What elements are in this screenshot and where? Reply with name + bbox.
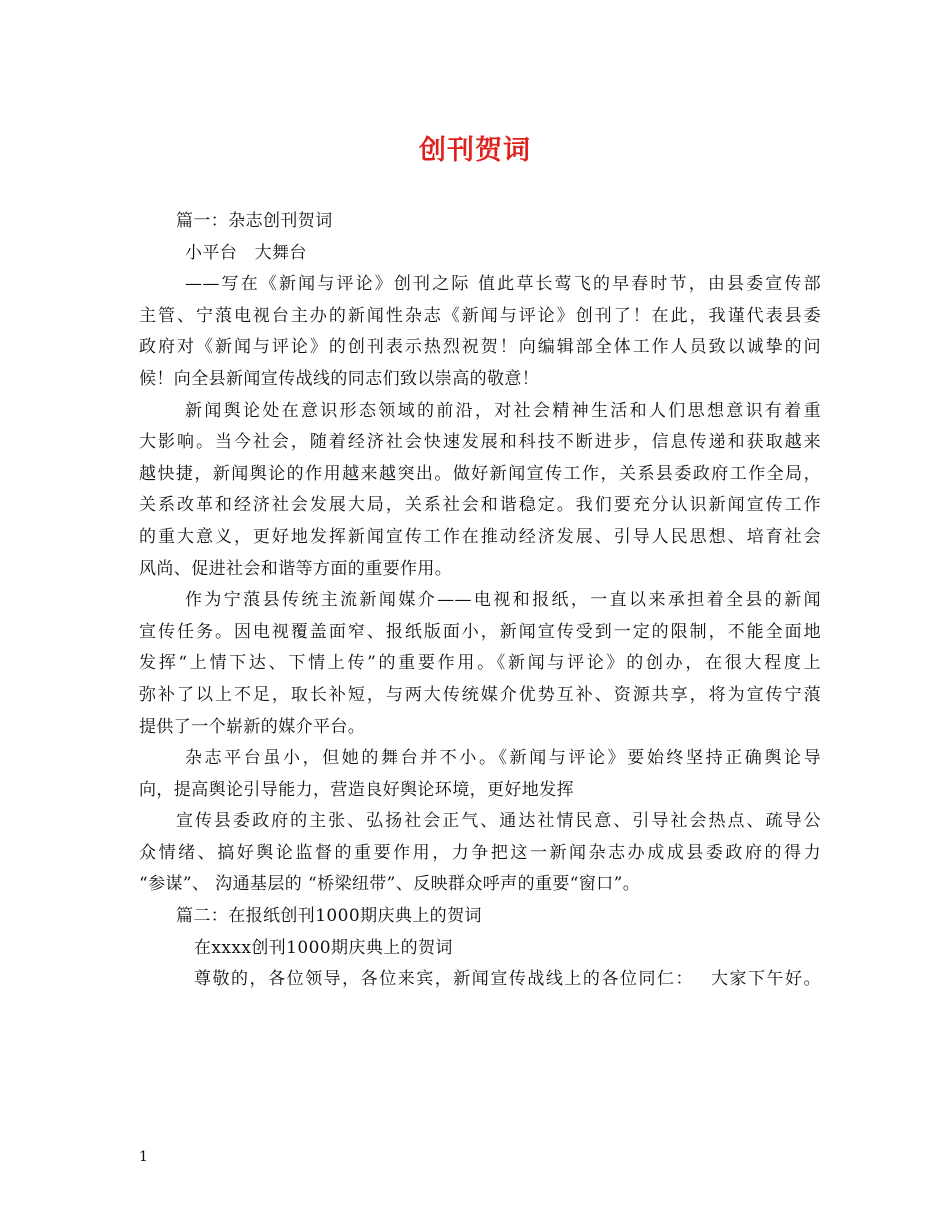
text-line: “参谋”、 沟通基层的 “桥梁纽带”、反映群众呼声的重要“窗口”。	[139, 874, 641, 895]
text-line: 发挥“上情下达、下情上传”的重要作用。《新闻与评论》的创办，在很大程度上	[139, 653, 821, 674]
text-line: 作为宁蒗县传统主流新闻媒介——电视和报纸，一直以来承担着全县的新闻	[185, 590, 821, 611]
text-line: 新闻舆论处在意识形态领域的前沿，对社会精神生活和人们思想意识有着重	[185, 400, 821, 421]
text-line: 篇二：在报纸创刊1000期庆典上的贺词	[176, 906, 482, 927]
text-line: 候！向全县新闻宣传战线的同志们致以崇高的敬意！	[139, 368, 540, 389]
page-title: 创刊贺词	[419, 135, 531, 166]
text-line: 向，提高舆论引导能力，营造良好舆论环境，更好地发挥	[139, 779, 574, 800]
text-line: 主管、宁蒗电视台主办的新闻性杂志《新闻与评论》创刊了！在此，我谨代表县委	[139, 305, 821, 326]
text-line: 篇一：杂志创刊贺词	[176, 211, 333, 231]
text-line: 风尚、促进社会和谐等方面的重要作用。	[139, 558, 453, 579]
text-line: 越快捷，新闻舆论的作用越来越突出。做好新闻宣传工作，关系县委政府工作全局，	[139, 463, 821, 484]
text-line: 杂志平台虽小，但她的舞台并不小。《新闻与评论》要始终坚持正确舆论导	[185, 748, 821, 769]
text-line: 大影响。当今社会，随着经济社会快速发展和科技不断进步，信息传递和获取越来	[139, 432, 821, 453]
page-number: 1	[139, 1149, 148, 1165]
text-line: 宣传任务。因电视覆盖面窄、报纸版面小，新闻宣传受到一定的限制，不能全面地	[139, 621, 821, 642]
text-line: 众情绪、搞好舆论监督的重要作用，力争把这一新闻杂志办成成县委政府的得力	[139, 842, 821, 863]
text-line: 的重大意义，更好地发挥新闻宣传工作在推动经济发展、引导人民思想、培育社会	[139, 526, 821, 547]
text-line: 弥补了以上不足，取长补短，与两大传统媒介优势互补、资源共享，将为宣传宁蒗	[139, 684, 821, 705]
text-line: 提供了一个崭新的媒介平台。	[139, 716, 366, 737]
text-line: 关系改革和经济社会发展大局，关系社会和谐稳定。我们要充分认识新闻宣传工作	[139, 495, 821, 516]
text-line: 在xxxx创刊1000期庆典上的贺词	[194, 937, 453, 958]
text-line: 政府对《新闻与评论》的创刊表示热烈祝贺！向编辑部全体工作人员致以诚挚的问	[139, 337, 821, 358]
text-line: ——写在《新闻与评论》创刊之际 值此草长莺飞的早春时节，由县委宣传部	[185, 274, 821, 295]
document-body	[139, 206, 821, 996]
text-line: 尊敬的，各位领导，各位来宾，新闻宣传战线上的各位同仁： 大家下午好。	[194, 969, 821, 990]
text-line: 宣传县委政府的主张、弘扬社会正气、通达社情民意、引导社会热点、疏导公	[176, 811, 821, 832]
text-line: 小平台 大舞台	[185, 242, 307, 263]
